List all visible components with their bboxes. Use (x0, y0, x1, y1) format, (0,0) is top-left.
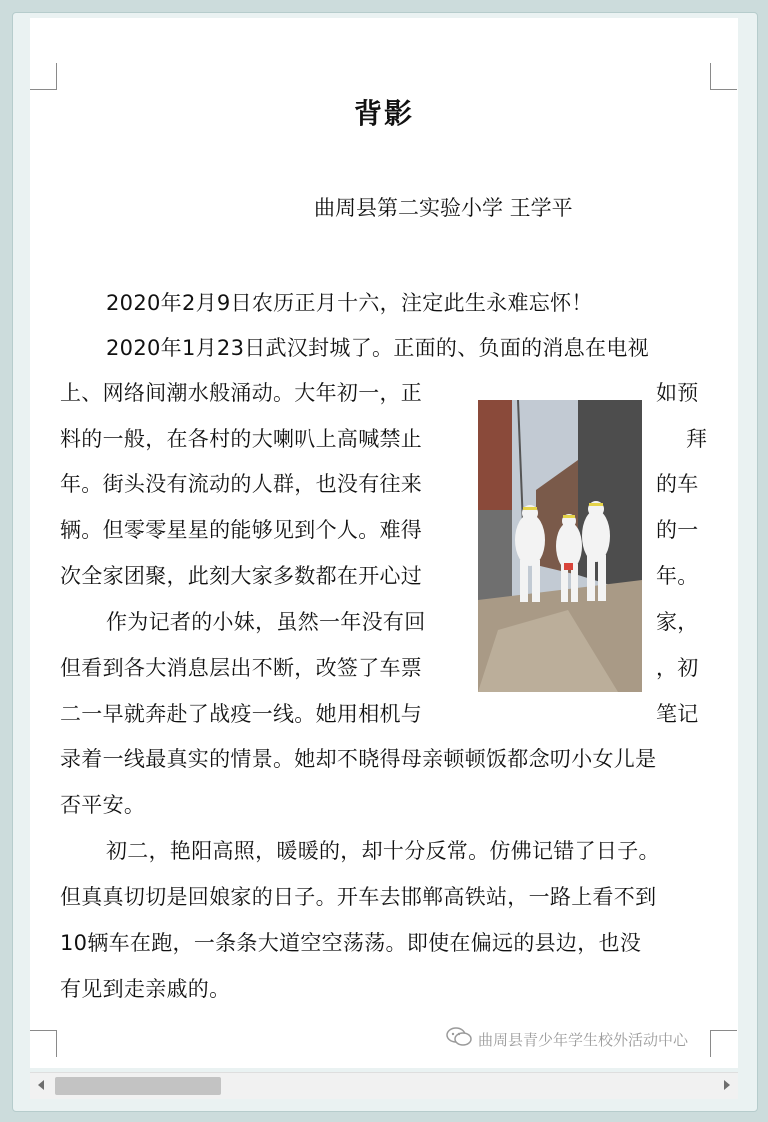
text-line: 10辆车在跑，一条条大道空空荡荡。即使在偏远的县边，也没 (60, 931, 642, 955)
scrollbar-thumb[interactable] (55, 1077, 221, 1095)
text-line: 料的一般，在各村的大喇叭上高喊禁止 (60, 427, 423, 451)
text-line: 笔记 (656, 702, 699, 726)
text-line: 家， (656, 610, 699, 634)
document-title: 背影 (353, 97, 414, 130)
text-line: 的车 (656, 472, 699, 496)
text-line: 但真真切切是回娘家的日子。开车去邯郸高铁站，一路上看不到 (60, 885, 657, 909)
crop-mark-top-right (710, 63, 737, 90)
text-line: 次全家团聚，此刻大家多数都在开心过 (60, 564, 423, 588)
author-line: 曲周县第二实验小学 王学平 (314, 196, 573, 220)
text-line: 如预 (656, 381, 699, 405)
text-line: 初二，艳阳高照，暖暖的，却十分反常。仿佛记错了日子。 (106, 839, 660, 863)
text-line: 辆。但零零星星的能够见到个人。难得 (60, 518, 423, 542)
text-line: 录着一线最真实的情景。她却不晓得母亲顿顿饭都念叨小女儿是 (60, 747, 657, 771)
text-line: ，初 (656, 656, 699, 680)
text-line: 2020年1月23日武汉封城了。正面的、负面的消息在电视 (106, 336, 649, 360)
wechat-icon (446, 1027, 472, 1051)
scroll-left-arrow-icon[interactable] (38, 1080, 44, 1090)
wechat-watermark (446, 1027, 688, 1051)
scroll-right-arrow-icon[interactable] (724, 1080, 730, 1090)
text-line: 年。街头没有流动的人群，也没有往来 (60, 472, 423, 496)
text-line: 的一 (656, 518, 699, 542)
text-line: 作为记者的小妹，虽然一年没有回 (106, 610, 426, 634)
text-line: 二一早就奔赴了战疫一线。她用相机与 (60, 702, 423, 726)
crop-mark-bottom-left (30, 1030, 57, 1057)
text-line: 否平安。 (60, 793, 146, 817)
text-line: 年。 (656, 564, 699, 588)
text-line: 有见到走亲戚的。 (60, 977, 231, 1001)
crop-mark-bottom-right (710, 1030, 737, 1057)
embedded-photo (478, 400, 642, 692)
text-line: 2020年2月9日农历正月十六，注定此生永难忘怀！ (106, 291, 593, 315)
text-line: 但看到各大消息层出不断，改签了车票 (60, 656, 423, 680)
watermark-text: 曲周县青少年学生校外活动中心 (478, 1030, 689, 1049)
horizontal-scrollbar[interactable] (30, 1072, 738, 1099)
crop-mark-top-left (30, 63, 57, 90)
text-line: 上、网络间潮水般涌动。大年初一，正 (60, 381, 423, 405)
text-line: 拜 (686, 427, 708, 451)
